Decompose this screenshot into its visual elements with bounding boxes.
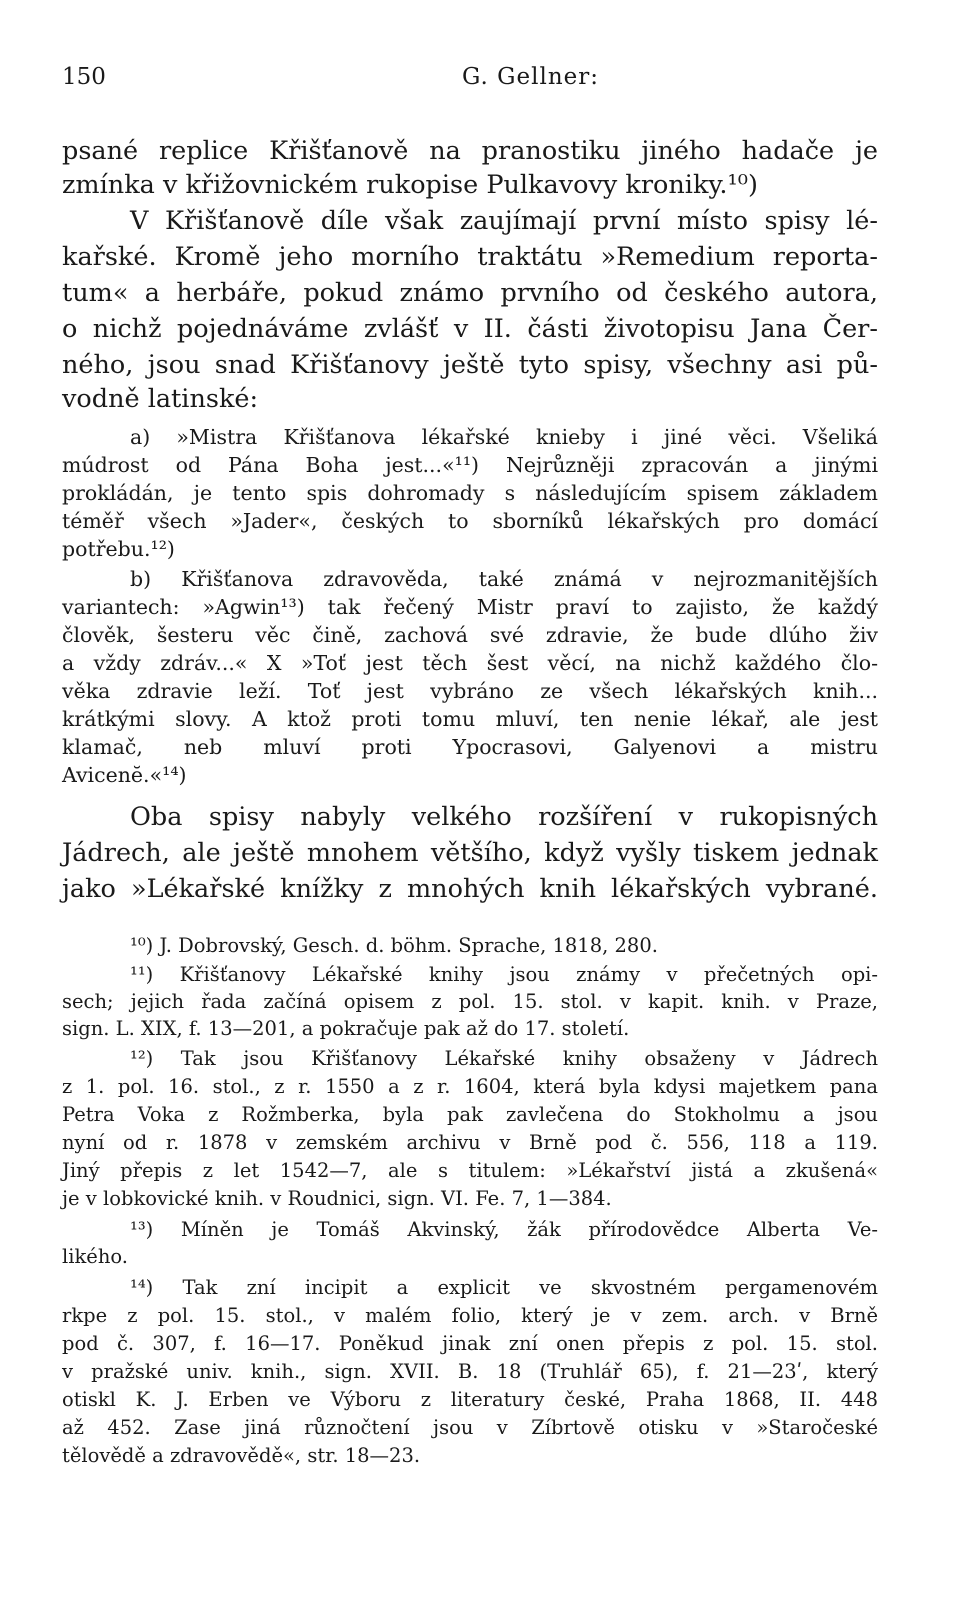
footnote-line: ¹²) Tak jsou Křišťanovy Lékařské knihy obsaženy v Jádrech [130, 1047, 878, 1070]
footnote-line: až 452. Zase jiná různočtení jsou v Zíbrtově otisku v »Staročeské [62, 1416, 878, 1439]
footnote-line: ¹⁴) Tak zní incipit a explicit ve skvostném pergamenovém [130, 1276, 878, 1299]
page-number: 150 [62, 64, 106, 90]
list-line: a) »Mistra Křišťanova lékařské knieby i jiné věci. Všeliká [130, 425, 878, 449]
body-line: zmínka v křižovnickém rukopise Pulkavovy kroniky.¹⁰) [62, 170, 758, 200]
body-line: ného, jsou snad Křišťanovy ještě tyto spisy, všechny asi pů- [62, 350, 878, 380]
body-line: vodně latinské: [62, 384, 259, 414]
footnote-line: sign. L. XIX, f. 13—201, a pokračuje pak až do 17. století. [62, 1017, 630, 1040]
list-line: věka zdravie leží. Toť jest vybráno ze všech lékařských knih... [62, 679, 878, 703]
footnote-line: ¹³) Míněn je Tomáš Akvinský, žák přírodovědce Alberta Ve- [130, 1218, 878, 1241]
footnote-line: je v lobkovické knih. v Roudnici, sign. VI. Fe. 7, 1—384. [62, 1187, 612, 1210]
body-line: psané replice Křišťanově na pranostiku jiného hadače je [62, 136, 878, 166]
footnote-line: ¹⁰) J. Dobrovský, Gesch. d. böhm. Sprache, 1818, 280. [130, 934, 658, 957]
body-line: Oba spisy nabyly velkého rozšíření v rukopisných [130, 802, 878, 832]
footnote-line: otiskl K. J. Erben ve Výboru z literatury české, Praha 1868, II. 448 [62, 1388, 878, 1411]
list-line: klamač, neb mluví proti Ypocrasovi, Galyenovi a mistru [62, 735, 878, 759]
footnote-line: Jiný přepis z let 1542—7, ale s titulem: »Lékařství jistá a zkušená« [62, 1159, 878, 1182]
body-line: kařské. Kromě jeho morního traktátu »Remedium reporta- [62, 242, 878, 272]
running-title: G. Gellner: [462, 64, 600, 90]
list-line: b) Křišťanova zdravověda, také známá v nejrozmanitějších [130, 567, 878, 591]
body-line: Jádrech, ale ještě mnohem většího, když vyšly tiskem jednak [62, 838, 878, 868]
list-line: téměř všech »Jader«, českých to sborníků lékařských pro domácí [62, 509, 878, 533]
list-line: variantech: »Agwin¹³) tak řečený Mistr praví to zajisto, že každý [62, 595, 878, 619]
footnote-line: ¹¹) Křišťanovy Lékařské knihy jsou známy v přečetných opi- [130, 963, 878, 986]
list-line: múdrost od Pána Boha jest...«¹¹) Nejrůzněji zpracován a jinými [62, 453, 878, 477]
footnote-line: tělovědě a zdravovědě«, str. 18—23. [62, 1444, 421, 1467]
body-line: o nichž pojednáváme zvlášť v II. části životopisu Jana Čer- [62, 314, 878, 344]
list-line: a vždy zdráv...« X »Toť jest těch šest věcí, na nichž každého člo- [62, 651, 878, 675]
page-header [62, 64, 898, 98]
footnote-line: z 1. pol. 16. stol., z r. 1550 a z r. 1604, která byla kdysi majetkem pana [62, 1075, 878, 1098]
body-line: V Křišťanově díle však zaujímají první místo spisy lé- [130, 206, 878, 236]
body-line: jako »Lékařské knížky z mnohých knih lékařských vybrané. [62, 874, 878, 904]
footnote-line: sech; jejich řada začíná opisem z pol. 15. stol. v kapit. knih. v Praze, [62, 990, 878, 1013]
footnote-line: likého. [62, 1245, 128, 1268]
list-line: prokládán, je tento spis dohromady s následujícím spisem základem [62, 481, 878, 505]
footnote-line: Petra Voka z Rožmberka, byla pak zavlečena do Stokholmu a jsou [62, 1103, 878, 1126]
footnote-line: pod č. 307, f. 16—17. Poněkud jinak zní onen přepis z pol. 15. stol. [62, 1332, 878, 1355]
footnote-line: rkpe z pol. 15. stol., v malém folio, který je v zem. arch. v Brně [62, 1304, 878, 1327]
list-line: Avicenĕ.«¹⁴) [62, 763, 187, 787]
footnote-line: nyní od r. 1878 v zemském archivu v Brně pod č. 556, 118 a 119. [62, 1131, 878, 1154]
footnote-line: v pražské univ. knih., sign. XVII. B. 18 (Truhlář 65), f. 21—23ʹ, který [62, 1360, 878, 1383]
list-line: člověk, šesteru věc čině, zachová své zdravie, že bude dlúho živ [62, 623, 878, 647]
list-line: potřebu.¹²) [62, 537, 175, 561]
body-line: tum« a herbáře, pokud známo prvního od českého autora, [62, 278, 878, 308]
list-line: krátkými slovy. A ktož proti tomu mluví, ten nenie lékař, ale jest [62, 707, 878, 731]
